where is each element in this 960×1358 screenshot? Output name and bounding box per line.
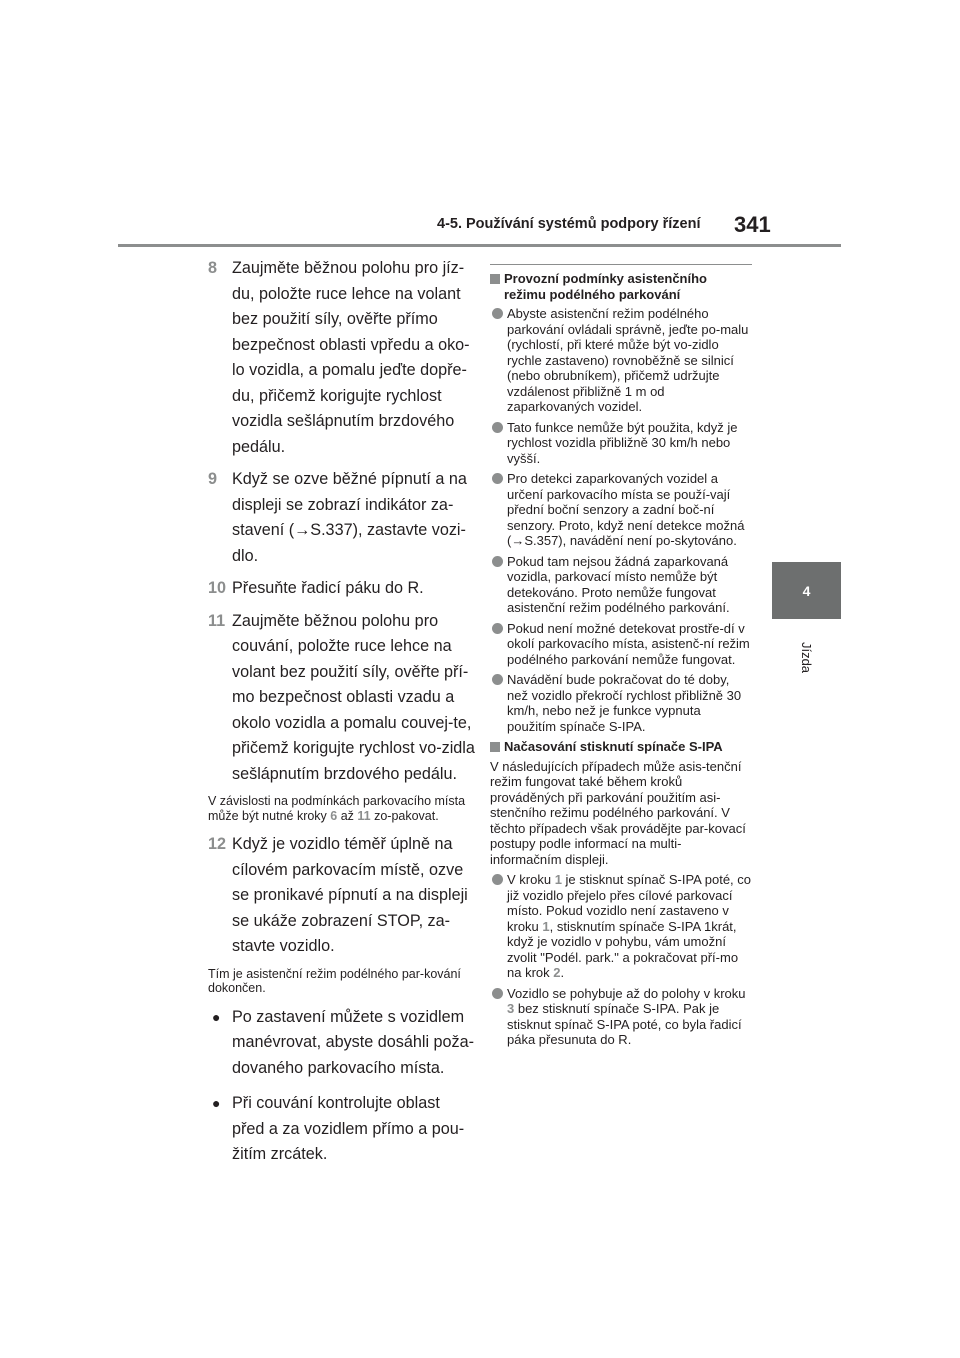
step-ref: 1 xyxy=(542,918,550,934)
chapter-label xyxy=(782,632,832,682)
bullet-icon xyxy=(492,988,503,999)
bullet-text: Tato funkce nemůže být použita, když je rychlost vozidla přibližně 30 km/h nebo vyšší. xyxy=(507,419,738,466)
bullet-icon xyxy=(492,623,503,634)
operating-conditions-heading xyxy=(490,271,752,302)
step-9 xyxy=(208,467,476,569)
bullet-icon xyxy=(492,674,503,685)
list-item xyxy=(490,471,752,549)
bullet-text xyxy=(507,986,752,1048)
step-text: Když se ozve běžné pípnutí a na displeji se zobrazí indikátor za-stavení (→S.337), zastavte vozi-dlo. xyxy=(232,470,467,565)
step-10 xyxy=(208,576,476,602)
text-run: Vozidlo se pohybuje až do polohy v kroku xyxy=(507,985,746,1001)
heading-text: Načasování stisknutí spínače S-IPA xyxy=(504,739,723,754)
step-8 xyxy=(208,256,476,460)
list-item xyxy=(490,621,752,668)
note-text: V závislosti na podmínkách parkovacího místa může být nutné kroky xyxy=(208,794,466,823)
bullet-icon xyxy=(492,874,503,885)
bullet-text: Po zastavení můžete s vozidlem manévrovat, abyste dosáhli poža-dovaného parkovacího místa. xyxy=(232,1007,475,1077)
text-run: je stisknut spínač S-IPA poté, co již vozidlo přejelo přes cílové parkovací místo. Pokud vozidlo není zastaveno v kroku xyxy=(507,872,751,934)
bullet-text xyxy=(507,872,752,981)
list-item xyxy=(208,1005,476,1082)
square-bullet-icon xyxy=(490,742,500,752)
bullet-text: Pokud není možné detekovat prostře-dí v okolí parkovacího místa, asistenč-ní režim podélného parkování nemůže fungovat. xyxy=(507,620,750,667)
chapter-label-text: Jízda xyxy=(799,641,815,673)
bullet-icon xyxy=(492,473,503,484)
section-divider xyxy=(490,264,752,265)
bullet-icon: ● xyxy=(212,1095,221,1111)
step-text: Přesuňte řadicí páku do R. xyxy=(232,579,424,597)
paragraph: V následujících případech může asis-tenční režim fungovat také během kroků prováděných při parkování použitím asi-stenčního režimu podélného parkování. V těchto případech však provádějte par-kovací postupy podle informací na multi-informačním displeji. xyxy=(490,758,746,867)
list-item xyxy=(490,672,752,734)
bullet-icon xyxy=(492,422,503,433)
bullet-text: Pokud tam nejsou žádná zaparkovaná vozidla, parkovací místo nemůže být detekováno. Proto nemůže fungovat asistenční režim podélného parkování. xyxy=(507,553,730,615)
note-text: až xyxy=(337,808,358,823)
text-run: V kroku xyxy=(507,872,555,887)
section-title: 4-5. Používání systémů podpory řízení xyxy=(437,216,701,232)
heading-text: Provozní podmínky asistenčního režimu podélného parkování xyxy=(504,271,707,302)
step-text: Když je vozidlo téměř úplně na cílovém parkovacím místě, ozve se pronikavé pípnutí a na displeji se ukáže zobrazení STOP, za-stavte vozidlo. xyxy=(232,835,468,955)
step-ref: 11 xyxy=(357,808,371,823)
bullet-icon: ● xyxy=(212,1008,221,1025)
step-text: Zaujměte běžnou polohu pro jíz-du, položte ruce lehce na volant bez použití síly, ověřte přímo bezpečnost oblasti vpředu a oko-lo vozidla, a pomalu jeďte dopře-du, přičemž korigujte rychlost vozidla sešlápnutím brzdového pedálu. xyxy=(232,259,470,456)
right-column xyxy=(490,264,752,1053)
list-item xyxy=(490,554,752,616)
bullet-text: Abyste asistenční režim podélného parkování ovládali správně, jeďte po-malu (rychlostí, při které může být vo-zidlo rychle zastaveno) rovnoběžně se silnicí (nebo obrubníkem), přičemž udržujte vzdálenost přibližně 1 m od zaparkovaných vozidel. xyxy=(507,306,749,414)
bullet-text: Navádění bude pokračovat do té doby, než vozidlo překročí rychlost přibližně 30 km/h, nebo než je funkce vypnuta použitím spínače S-IPA. xyxy=(507,672,742,734)
list-item xyxy=(490,420,752,467)
step-ref: 1 xyxy=(554,872,562,887)
completion-note: Tím je asistenční režim podélného par-kování dokončen. xyxy=(208,966,461,995)
note-text: zo-pakovat. xyxy=(370,808,439,823)
bullet-icon xyxy=(492,556,503,567)
step-number: 11 xyxy=(208,611,226,630)
step-11 xyxy=(208,609,476,788)
text-run: . xyxy=(560,965,565,980)
header-rule xyxy=(118,244,841,247)
list-item xyxy=(490,872,752,981)
step-number: 8 xyxy=(208,259,218,277)
list-item xyxy=(490,306,752,415)
list-item xyxy=(208,1091,476,1168)
chapter-number: 4 xyxy=(802,582,811,599)
bullet-text: Pro detekci zaparkovaných vozidel a určení parkovacího místa se použí-vají přední boční senzory a zadní boč-ní senzory. Proto, když není detekce možná (→S.357), navádění není po-skytováno. xyxy=(507,471,745,548)
bullet-text: Při couvání kontrolujte oblast před a za vozidlem přímo a pou-žitím zrcátek. xyxy=(232,1094,465,1163)
step-number: 10 xyxy=(208,579,227,597)
step-text: Zaujměte běžnou polohu pro couvání, položte ruce lehce na volant bez použití síly, ověřte pří-mo bezpečnost oblasti vzadu a okolo vozidla a pomalu couvej-te, přičemž korigujte rychlost vo-zidla sešlápnutím brzdového pedálu. xyxy=(232,611,475,783)
chapter-tab[interactable] xyxy=(772,562,841,619)
list-item xyxy=(490,986,752,1048)
bullet-icon xyxy=(492,308,503,319)
text-run: , stisknutím spínače S-IPA 1krát, když je vozidlo v pohybu, vám umožní zvolit "Podél. park." a pokračovat pří-mo na krok xyxy=(507,918,739,980)
step-12 xyxy=(208,832,476,960)
left-column xyxy=(208,256,476,1178)
step-ref: 2 xyxy=(553,965,561,980)
step-ref: 6 xyxy=(330,808,338,823)
step-ref: 3 xyxy=(507,1001,515,1016)
step-number: 12 xyxy=(208,835,227,853)
page-number: 341 xyxy=(734,212,771,237)
text-run: bez stisknutí spínače S-IPA. Pak je stisknut spínač S-IPA poté, co byla řadicí páka přesunuta do R. xyxy=(507,1001,742,1047)
step-number: 9 xyxy=(208,470,218,488)
repeat-steps-note xyxy=(208,794,476,823)
s-ipa-timing-heading xyxy=(490,739,752,755)
square-bullet-icon xyxy=(490,274,500,284)
